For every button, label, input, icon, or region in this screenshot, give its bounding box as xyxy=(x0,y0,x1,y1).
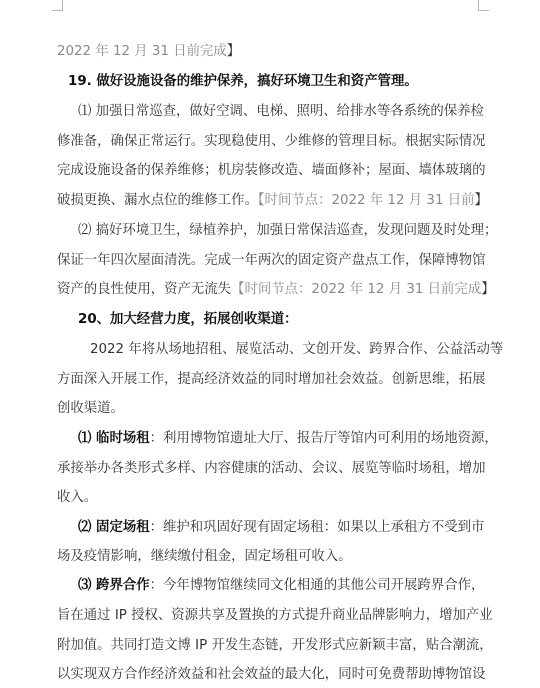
text-line xyxy=(0,546,540,568)
text-segment: 2022 年将从场地招租、展览活动、文创开发、跨界合作、公益活动等 xyxy=(90,342,504,357)
time-node-note: 【时间节点：2022 年 12 月 31 日前完成 xyxy=(231,282,482,297)
text-line xyxy=(0,250,540,272)
text-segment: ⑴ 加强日常巡查，做好空调、电梯、照明、给排水等各系统的保养检 xyxy=(78,104,484,119)
margin-corner-mark-right xyxy=(478,0,489,11)
text-segment: ⑵ 搞好环境卫生，绿植养护，加强日常保洁巡查，发现问题及时处理； xyxy=(78,223,498,238)
bold-heading: ⑶ 跨界合作 xyxy=(78,578,150,593)
text-segment: 场及疫情影响，继续缴付租金，固定场租可收入。 xyxy=(57,549,352,564)
text-line xyxy=(0,190,540,212)
text-line xyxy=(0,428,540,450)
time-node-note: 2022 年 12 月 31 日前完成 xyxy=(57,44,227,59)
text-line xyxy=(0,487,540,509)
text-segment: 以实现双方合作经济效益和社会效益的最大化，同时可免费帮助博物馆设 xyxy=(57,667,486,682)
text-line xyxy=(0,575,540,597)
text-segment: 保证一年四次屋面清洗。完成一年两次的固定资产盘点工作，保障博物馆 xyxy=(57,253,486,268)
text-line xyxy=(0,517,540,539)
text-line xyxy=(0,339,540,361)
text-line xyxy=(0,309,540,331)
text-line xyxy=(0,160,540,182)
text-line xyxy=(0,398,540,420)
text-segment: 】 xyxy=(226,44,241,59)
text-segment: 修准备，确保正常运行。实现稳使用、少维修的管理目标。根据实际情况 xyxy=(57,134,486,149)
text-segment: 旨在通过 IP 授权、资源共享及置换的方式提升商业品牌影响力，增加产业 xyxy=(57,608,493,623)
text-segment: ：维护和巩固好现有固定场租：如果以上承租方不受到市 xyxy=(149,520,485,535)
bold-heading: ⑵ 固定场租 xyxy=(78,520,150,535)
text-segment: 】 xyxy=(474,193,488,208)
bold-heading: 20、加大经营力度，拓展创收渠道： xyxy=(78,312,298,327)
text-line xyxy=(0,101,540,123)
text-segment: ：利用博物馆遗址大厅、报告厅等馆内可利用的场地资源， xyxy=(149,431,498,446)
text-line xyxy=(0,71,540,93)
text-line xyxy=(0,458,540,480)
text-line xyxy=(0,279,540,301)
text-line xyxy=(0,41,540,63)
text-line xyxy=(0,131,540,153)
text-segment: 方面深入开展工作，提高经济效益的同时增加社会效益。创新思维，拓展 xyxy=(57,372,486,387)
text-segment: 】 xyxy=(481,282,495,297)
text-line xyxy=(0,605,540,627)
text-line xyxy=(0,664,540,686)
text-line xyxy=(0,635,540,657)
text-segment: 破损更换、漏水点位的维修工作。 xyxy=(57,193,258,208)
text-segment: ：今年博物馆继续同文化相通的其他公司开展跨界合作， xyxy=(149,578,485,593)
bold-heading: 19. 做好设施设备的维护保养，搞好环境卫生和资产管理。 xyxy=(68,74,418,89)
text-segment: 完成设施设备的保养维修；机房装修改造、墙面修补；屋面、墙体玻璃的 xyxy=(57,163,486,178)
text-segment: 资产的良性使用，资产无流失 xyxy=(57,282,232,297)
bold-heading: ⑴ 临时场租 xyxy=(78,431,150,446)
margin-corner-mark-left xyxy=(52,0,63,11)
text-segment: 收入。 xyxy=(57,490,98,505)
text-line xyxy=(0,369,540,391)
text-segment: 附加值。共同打造文博 IP 开发生态链，开发形式应新颖丰富，贴合潮流， xyxy=(57,638,493,653)
text-line xyxy=(0,220,540,242)
text-segment: 创收渠道。 xyxy=(57,401,124,416)
text-segment: 承接举办各类形式多样、内容健康的活动、会议、展览等临时场租，增加 xyxy=(57,461,486,476)
time-node-note: 【时间节点：2022 年 12 月 31 日前 xyxy=(257,193,475,208)
